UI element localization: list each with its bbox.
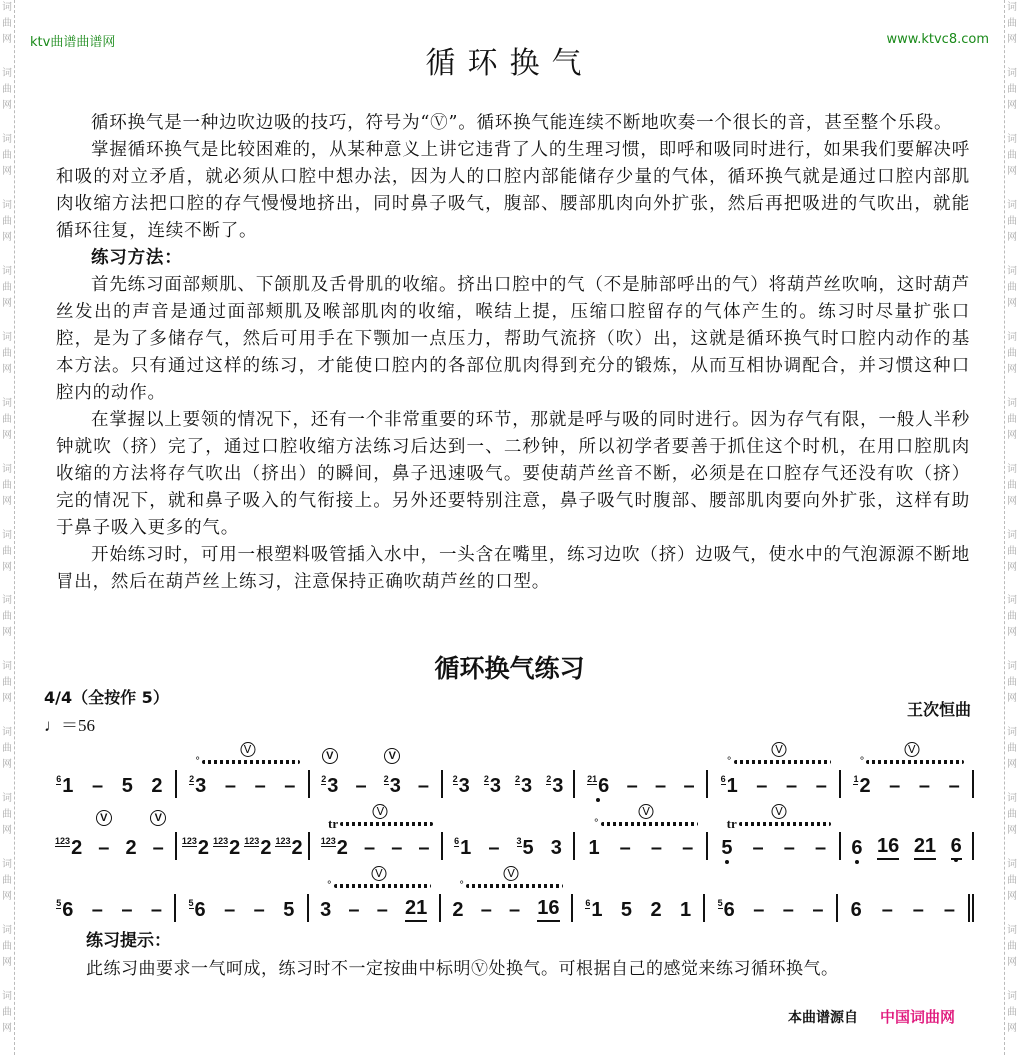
note: – [284, 775, 296, 797]
watermark-char: 网 [2, 693, 12, 705]
note: 2 [650, 899, 662, 921]
watermark-char: 网 [1007, 495, 1017, 507]
note: 1232 [213, 836, 241, 859]
source-label: 本曲谱源自 [788, 1010, 858, 1026]
circular-breathing-mark [859, 742, 964, 768]
watermark-char: 曲 [2, 545, 12, 557]
note: 1232 [55, 836, 83, 859]
watermark-char: 曲 [1007, 479, 1017, 491]
site-url-right: www.ktvc8.com [886, 32, 989, 47]
note: 6 [850, 899, 862, 921]
paragraph: 掌握循环换气是比较困难的，从某种意义上讲它违背了人的生理习惯，即呼和吸同时进行，如果我们要解决呼和吸的对立矛盾，就必须从口腔中想办法，因为人的口腔内部能储存少量的气体，循环换气就是通过口腔内部肌肉收缩方法把口腔的存气慢慢地挤出，同时鼻子吸气，腹部、腰部肌肉向外扩张，然后再把吸进的气吹出，就能循环往复，连续不断了。 [56, 140, 970, 241]
note: 16 [877, 834, 899, 860]
watermark-right [1004, 0, 1019, 1055]
note: 21 [405, 896, 427, 922]
circular-breathing-mark [195, 742, 300, 768]
grace-note: 2 [546, 774, 552, 784]
watermark-char: 网 [2, 891, 12, 903]
watermark-left [0, 0, 15, 1055]
watermark-char: 网 [2, 1023, 12, 1035]
measure [44, 812, 177, 860]
watermark-char: 网 [2, 34, 12, 45]
watermark-char: 词 [1007, 925, 1017, 937]
note: 3 [320, 899, 332, 921]
note: – [682, 837, 694, 859]
grace-note: 123 [320, 836, 336, 846]
note: – V [98, 836, 109, 860]
mark-line [459, 882, 563, 890]
page-title: 循环换气 [425, 46, 594, 81]
grace-note: 6 [585, 898, 591, 908]
note: 23 [452, 774, 470, 797]
watermark-char: 网 [1007, 165, 1017, 177]
note: – [626, 775, 638, 797]
watermark-char: 词 [2, 67, 12, 79]
note: – [150, 899, 163, 921]
watermark-char: 词 [1007, 397, 1017, 409]
note: – [253, 899, 265, 921]
wavy-line [739, 822, 832, 826]
watermark-char: 曲 [2, 149, 12, 161]
grace-note: 123 [275, 836, 291, 846]
watermark-char: 网 [1007, 429, 1017, 441]
measure [838, 894, 974, 922]
watermark-char: 曲 [1007, 413, 1017, 425]
watermark-char: 网 [1007, 231, 1017, 243]
mark-line [594, 820, 699, 828]
circular-breathing-mark [594, 804, 699, 830]
circular-breathing-mark [727, 742, 832, 768]
note: 56 [717, 898, 735, 921]
measure [310, 805, 443, 860]
breath-mark-icon: V [240, 742, 255, 757]
grace-note: 2 [452, 774, 458, 784]
watermark-char: 网 [2, 957, 12, 969]
measure [44, 770, 177, 798]
grace-note: 123 [213, 836, 229, 846]
watermark-char: 词 [1007, 727, 1017, 739]
note: – [355, 775, 367, 797]
paragraph: 首先练习面部颊肌、下颌肌及舌骨肌的收缩。挤出口腔中的气（不是肺部呼出的气）将葫芦丝吹响，这时葫芦丝发出的声音是通过面部颊肌及喉部肌肉的收缩，喉结上提，压缩口腔留存的气体产生的。练习时尽量扩张口腔，是为了多储存气，然后可用手在下颚加一点压力，帮助气流挤（吹）出，这就是循环换气时口腔内动作的基本方法。只有通过这样的练习，才能使口腔内的各部位肌肉得到充分的锻炼，从而互相协调配合，并习惯这种口腔内的动作。 [56, 275, 970, 403]
measure [309, 867, 441, 922]
grace-note: 6 [720, 774, 726, 784]
note: 12 [853, 774, 871, 797]
wavy-line [601, 822, 699, 826]
circular-breathing-mark [459, 866, 563, 892]
watermark-char: 网 [1007, 957, 1017, 969]
note: 216 [587, 774, 610, 797]
note: 61 [585, 898, 603, 921]
watermark-char: 词 [1007, 331, 1017, 343]
mark-line [726, 816, 832, 831]
watermark-char: 词 [1007, 529, 1017, 541]
trill-mark: tr [726, 816, 737, 831]
watermark-char: 曲 [2, 18, 12, 29]
grace-note: 5 [188, 898, 194, 908]
mark-line [859, 758, 964, 766]
grace-note: 6 [454, 836, 460, 846]
grace-note: 2 [383, 774, 389, 784]
note: – [376, 899, 388, 921]
note: 3 [550, 837, 562, 859]
watermark-char: 曲 [1007, 611, 1017, 623]
open-circle-mark: ° [459, 880, 465, 891]
breath-mark-icon: V [384, 748, 400, 764]
open-circle-mark: ° [593, 818, 599, 829]
note: – [224, 899, 236, 921]
grace-note: 5 [56, 898, 62, 908]
watermark-char: 曲 [2, 1007, 12, 1019]
watermark-char: 网 [1007, 34, 1017, 45]
breath-mark-icon: V [373, 804, 388, 819]
watermark-char: 词 [2, 133, 12, 145]
note: – [753, 899, 765, 921]
measure [708, 743, 841, 798]
note: – [881, 899, 893, 921]
watermark-char: 词 [1007, 67, 1017, 79]
note: 56 [56, 898, 74, 921]
note: 23 [546, 774, 564, 797]
watermark-char: 网 [2, 759, 12, 771]
watermark-char: 词 [2, 265, 12, 277]
measure [310, 750, 443, 798]
watermark-char: 曲 [2, 281, 12, 293]
note: 1232 [244, 836, 272, 859]
note: 61 [454, 836, 472, 859]
watermark-char: 网 [2, 231, 12, 243]
watermark-char: 曲 [2, 611, 12, 623]
note: – [619, 837, 631, 859]
note: – [815, 775, 827, 797]
score-line [44, 866, 974, 922]
watermark-char: 词 [1007, 133, 1017, 145]
measure [575, 770, 708, 798]
note: – [348, 899, 360, 921]
note: – [918, 775, 930, 797]
note: 23 [483, 774, 501, 797]
watermark-char: 词 [1007, 199, 1017, 211]
note: 56 [188, 898, 206, 921]
tips-text: 此练习曲要求一气呵成，练习时不一定按曲中标明Ⓥ处换气。可根据自己的感觉来练习循环换气。 [86, 959, 839, 979]
note: – [814, 837, 827, 859]
wavy-line [466, 884, 563, 888]
tips-heading: 练习提示： [86, 931, 171, 951]
note: 2 [452, 899, 464, 921]
wavy-line [866, 760, 964, 764]
watermark-char: 曲 [1007, 215, 1017, 227]
measure [573, 894, 705, 922]
score-line [44, 804, 974, 860]
note: 2 [151, 775, 163, 797]
note: 16 [537, 896, 559, 922]
watermark-char: 词 [2, 463, 12, 475]
circular-breathing-mark [327, 866, 431, 892]
watermark-char: 曲 [1007, 18, 1017, 29]
note: 35 [516, 836, 534, 859]
breath-mark-icon: V [904, 742, 919, 757]
breath-mark-icon: V [96, 810, 112, 826]
paragraph: 开始练习时，可用一根塑料吸管插入水中，一头含在嘴里，练习边吹（挤）边吸气，使水中的气泡源源不断地冒出，然后在葫芦丝上练习，注意保持正确吹葫芦丝的口型。 [56, 545, 970, 592]
note: 23 [515, 774, 533, 797]
watermark-char: 曲 [2, 677, 12, 689]
note: – [480, 899, 492, 921]
watermark-char: 词 [1007, 265, 1017, 277]
watermark-char: 词 [1007, 661, 1017, 673]
watermark-char: 曲 [2, 941, 12, 953]
note: – [912, 899, 924, 921]
watermark-char: 曲 [1007, 1007, 1017, 1019]
open-circle-mark: ° [326, 880, 332, 891]
measure [443, 770, 576, 798]
watermark-char: 网 [1007, 99, 1017, 111]
watermark-char: 网 [1007, 627, 1017, 639]
watermark-char: 曲 [1007, 281, 1017, 293]
grace-note: 2 [189, 774, 195, 784]
note: – [943, 899, 955, 921]
breath-mark-icon: V [771, 742, 786, 757]
note: 5 [721, 837, 733, 859]
wavy-line [334, 884, 431, 888]
grace-note: 5 [717, 898, 723, 908]
watermark-char: 词 [2, 859, 12, 871]
watermark-char: 词 [2, 2, 12, 13]
breath-mark-icon: V [639, 804, 654, 819]
watermark-char: 曲 [1007, 545, 1017, 557]
open-circle-mark: ° [195, 756, 201, 767]
grace-note: 2 [321, 774, 327, 784]
watermark-char: 网 [1007, 297, 1017, 309]
watermark-char: 词 [1007, 2, 1017, 13]
breath-mark-icon: V [371, 866, 386, 881]
watermark-char: 曲 [1007, 347, 1017, 359]
breath-mark-icon: V [771, 804, 786, 819]
note: – [783, 837, 795, 859]
note: – [224, 775, 236, 797]
watermark-char: 网 [1007, 759, 1017, 771]
watermark-char: 网 [2, 165, 12, 177]
note: 1 [680, 899, 692, 921]
watermark-char: 词 [2, 331, 12, 343]
watermark-char: 曲 [2, 413, 12, 425]
watermark-char: 网 [2, 297, 12, 309]
measure [441, 867, 573, 922]
watermark-char: 网 [2, 561, 12, 573]
measure [177, 832, 310, 860]
site-name-left: ktv曲谱曲谱网 [30, 35, 116, 50]
watermark-char: 词 [2, 925, 12, 937]
note: – [418, 837, 430, 859]
mark-line [328, 816, 433, 831]
note: 1232 [181, 836, 210, 859]
measure [44, 894, 176, 922]
watermark-char: 曲 [2, 809, 12, 821]
note: – [786, 775, 798, 797]
measure [841, 832, 974, 860]
watermark-char: 网 [1007, 561, 1017, 573]
watermark-char: 曲 [1007, 875, 1017, 887]
measure [176, 894, 308, 922]
note: 6 [951, 834, 962, 860]
note: 5 [620, 899, 633, 921]
watermark-char: 网 [2, 825, 12, 837]
watermark-char: 词 [1007, 991, 1017, 1003]
note: – [391, 837, 403, 859]
note: 61 [56, 774, 74, 797]
note: – [488, 837, 500, 859]
watermark-char: 网 [1007, 891, 1017, 903]
note: – [655, 775, 667, 797]
watermark-char: 曲 [1007, 941, 1017, 953]
note: 61 [720, 774, 738, 797]
note: 2 [125, 837, 137, 859]
note: – [756, 775, 768, 797]
note: 6 [851, 837, 863, 859]
composer: 王次恒曲 [906, 700, 971, 719]
grace-note: 1 [853, 774, 859, 784]
watermark-char: 网 [2, 627, 12, 639]
watermark-char: 曲 [2, 215, 12, 227]
watermark-char: 曲 [1007, 83, 1017, 95]
watermark-char: 词 [1007, 793, 1017, 805]
paragraph: 在掌握以上要领的情况下，还有一个非常重要的环节，那就是呼与吸的同时进行。因为存气有限，一般人半秒钟就吹（挤）完了，通过口腔收缩方法练习后达到一、二秒钟，所以初学者要善于抓住这个时机，在用口腔肌肉收缩的方法将存气吹出（挤出）的瞬间，鼻子迅速吸气。要使葫芦丝音不断，必须是在口腔存气还没有吹（挤）完的情况下，就和鼻子吸入的气衔接上。另外还要特别注意，鼻子吸气时腹部、腰部肌肉要向外扩张，这样有助于鼻子吸入更多的气。 [56, 410, 970, 538]
note: 1232 [320, 836, 348, 859]
watermark-char: 词 [2, 991, 12, 1003]
watermark-char: 网 [2, 495, 12, 507]
watermark-char: 曲 [1007, 809, 1017, 821]
wavy-line [340, 822, 433, 826]
measure [443, 832, 576, 860]
watermark-char: 曲 [1007, 677, 1017, 689]
score-line [44, 742, 974, 798]
watermark-char: 网 [1007, 693, 1017, 705]
open-circle-mark: ° [859, 756, 865, 767]
watermark-char: 词 [2, 529, 12, 541]
watermark-char: 词 [1007, 463, 1017, 475]
watermark-char: 词 [1007, 859, 1017, 871]
section-heading: 练习方法： [91, 248, 183, 268]
mark-line [727, 758, 832, 766]
watermark-char: 词 [2, 793, 12, 805]
open-circle-mark: ° [726, 756, 732, 767]
paragraph: 循环换气是一种边吹边吸的技巧，符号为“Ⓥ”。循环换气能连续不断地吹奏一个很长的音，甚至整个乐段。 [91, 113, 953, 133]
note: 1 [588, 837, 600, 859]
measure [177, 743, 310, 798]
watermark-char: 词 [2, 595, 12, 607]
tempo-marking: ♩＝56 [44, 716, 95, 735]
measure [705, 894, 837, 922]
note: – [254, 775, 266, 797]
score-title: 循环换气练习 [434, 654, 585, 683]
note: – [683, 775, 695, 797]
time-signature: 4/4（全按作 5） [44, 688, 169, 707]
note: – [91, 899, 103, 921]
measure [841, 743, 974, 798]
watermark-char: 曲 [2, 479, 12, 491]
watermark-char: 词 [2, 727, 12, 739]
watermark-char: 网 [2, 363, 12, 375]
note: – [752, 837, 764, 859]
watermark-char: 网 [1007, 825, 1017, 837]
note: – [948, 775, 960, 797]
grace-note: 3 [516, 836, 522, 846]
grace-note: 2 [515, 774, 521, 784]
note: 21 [914, 834, 936, 860]
grace-note: 123 [244, 836, 260, 846]
mark-line [195, 758, 300, 766]
watermark-char: 网 [2, 429, 12, 441]
watermark-char: 曲 [2, 83, 12, 95]
note: – [417, 775, 430, 797]
note: 5 [121, 775, 133, 797]
note: – V [153, 836, 164, 860]
breath-mark-icon: V [504, 866, 519, 881]
article-body [56, 110, 970, 596]
breath-mark-icon: V [322, 748, 338, 764]
circular-breathing-mark [328, 804, 433, 830]
breath-mark-icon: V [150, 810, 166, 826]
note: – [812, 899, 824, 921]
note: – [782, 899, 794, 921]
note: – [650, 837, 662, 859]
watermark-char: 曲 [2, 875, 12, 887]
grace-note: 2 [483, 774, 489, 784]
grace-note: 21 [587, 774, 598, 784]
circular-breathing-mark [727, 804, 832, 830]
measure [575, 805, 708, 860]
note: 1232 [275, 836, 303, 859]
note: – [889, 775, 901, 797]
grace-note: 123 [55, 836, 71, 846]
note: – [92, 775, 104, 797]
note: – [363, 837, 376, 859]
grace-note: 6 [56, 774, 62, 784]
note: 23 [189, 774, 207, 797]
trill-mark: tr [328, 816, 339, 831]
mark-line [327, 882, 431, 890]
note: 23 V [321, 750, 339, 797]
grace-note: 123 [181, 836, 197, 846]
note: 5 [283, 899, 295, 921]
note: 23 V [383, 750, 401, 797]
watermark-char: 曲 [1007, 149, 1017, 161]
note: – [508, 899, 521, 921]
watermark-char: 网 [1007, 1023, 1017, 1035]
source-site-link[interactable]: 中国词曲网 [880, 1008, 956, 1026]
watermark-char: 词 [1007, 595, 1017, 607]
source-credit [788, 1007, 955, 1028]
wavy-line [734, 760, 832, 764]
watermark-char: 网 [2, 99, 12, 111]
watermark-char: 词 [2, 661, 12, 673]
measure [708, 805, 841, 860]
watermark-char: 词 [2, 397, 12, 409]
watermark-char: 曲 [2, 743, 12, 755]
watermark-char: 曲 [2, 347, 12, 359]
wavy-line [202, 760, 300, 764]
note: – [121, 899, 133, 921]
watermark-char: 曲 [1007, 743, 1017, 755]
watermark-char: 网 [1007, 363, 1017, 375]
watermark-char: 词 [2, 199, 12, 211]
